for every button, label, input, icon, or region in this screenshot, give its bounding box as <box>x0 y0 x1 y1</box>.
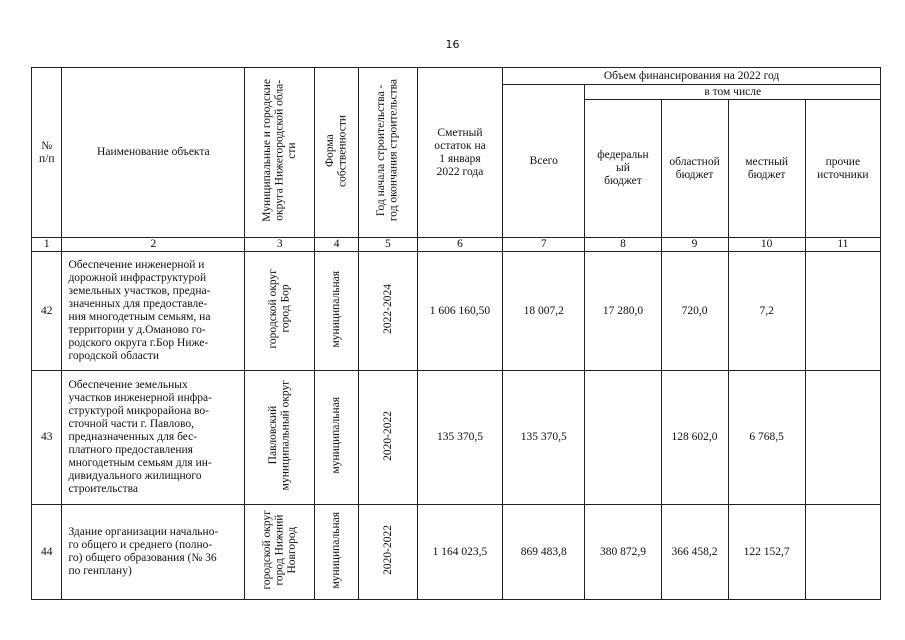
financing-table <box>31 67 881 600</box>
row-ownership-text: муниципальная <box>330 511 343 589</box>
row-years <box>358 371 417 505</box>
row-years-text: 2020-2022 <box>381 525 394 575</box>
header-ownership <box>315 68 359 238</box>
header-regional: областной бюджет <box>661 100 728 238</box>
row-years <box>358 252 417 371</box>
col-number: 11 <box>805 238 880 252</box>
row-years <box>358 505 417 600</box>
row-ownership-text: муниципальная <box>330 270 343 348</box>
row-municipal <box>245 371 315 505</box>
header-estimate: Сметный остаток на 1 января 2022 года <box>417 68 502 238</box>
col-number: 3 <box>245 238 315 252</box>
row-municipal <box>245 252 315 371</box>
row-municipal-text: городской округ город Нижний Новгород <box>261 510 299 590</box>
header-federal: федеральн ый бюджет <box>585 100 661 238</box>
header-financing: Объем финансирования на 2022 год <box>503 68 881 85</box>
row-other <box>805 371 880 505</box>
column-number-row <box>32 238 881 252</box>
header-including: в том числе <box>585 85 881 100</box>
row-name: Обеспечение земельных участков инженерной инфра- структурой микрорайона во- сточной части г. Павлово, предназначенных для бес- платного предоставления многодетным семьям для ин- дивидуального жилищного строительства <box>62 371 245 505</box>
header-num: № п/п <box>32 68 62 238</box>
row-num: 43 <box>32 371 62 505</box>
col-number: 5 <box>358 238 417 252</box>
header-ownership-text: Форма собственности <box>324 114 349 187</box>
row-other <box>805 252 880 371</box>
row-regional: 366 458,2 <box>661 505 728 600</box>
header-other: прочие источники <box>805 100 880 238</box>
col-number: 2 <box>62 238 245 252</box>
row-name: Здание организации начально- го общего и среднего (полно- го) общего образования (№ 36 по генплану) <box>62 505 245 600</box>
header-local: местный бюджет <box>728 100 805 238</box>
row-estimate: 1 606 160,50 <box>417 252 502 371</box>
row-municipal-text: Павловский муниципальный округ <box>267 380 292 491</box>
row-federal: 17 280,0 <box>585 252 661 371</box>
row-ownership <box>315 505 359 600</box>
table-row <box>32 505 881 600</box>
row-federal: 380 872,9 <box>585 505 661 600</box>
row-estimate: 135 370,5 <box>417 371 502 505</box>
row-municipal <box>245 505 315 600</box>
table-row <box>32 371 881 505</box>
row-municipal-text: городской округ город Бор <box>267 269 292 349</box>
row-regional: 128 602,0 <box>661 371 728 505</box>
header-municipal-text: Муниципальные и городские округа Нижегородской обла- сти <box>261 79 299 222</box>
col-number: 6 <box>417 238 502 252</box>
row-name: Обеспечение инженерной и дорожной инфраструктурой земельных участков, предна- значенных для предоставле- ния многодетным семьям, на территории у д.Оманово го- родского округа г.Бор Ниже- городской области <box>62 252 245 371</box>
col-number: 8 <box>585 238 661 252</box>
row-total: 135 370,5 <box>503 371 585 505</box>
table-row <box>32 252 881 371</box>
row-local: 7,2 <box>728 252 805 371</box>
col-number: 1 <box>32 238 62 252</box>
row-num: 44 <box>32 505 62 600</box>
header-years-text: Год начала строительства - год окончания строительства <box>375 79 400 222</box>
col-number: 9 <box>661 238 728 252</box>
row-total: 18 007,2 <box>503 252 585 371</box>
row-local: 6 768,5 <box>728 371 805 505</box>
row-regional: 720,0 <box>661 252 728 371</box>
col-number: 7 <box>503 238 585 252</box>
row-local: 122 152,7 <box>728 505 805 600</box>
row-federal <box>585 371 661 505</box>
header-name: Наименование объекта <box>62 68 245 238</box>
row-other <box>805 505 880 600</box>
row-years-text: 2022-2024 <box>381 284 394 334</box>
row-total: 869 483,8 <box>503 505 585 600</box>
header-municipal <box>245 68 315 238</box>
row-num: 42 <box>32 252 62 371</box>
header-total: Всего <box>503 85 585 238</box>
row-ownership-text: муниципальная <box>330 397 343 474</box>
row-ownership <box>315 252 359 371</box>
header-years <box>358 68 417 238</box>
row-estimate: 1 164 023,5 <box>417 505 502 600</box>
row-years-text: 2020-2022 <box>381 410 394 461</box>
col-number: 4 <box>315 238 359 252</box>
row-ownership <box>315 371 359 505</box>
page-number: 16 <box>445 38 460 51</box>
col-number: 10 <box>728 238 805 252</box>
